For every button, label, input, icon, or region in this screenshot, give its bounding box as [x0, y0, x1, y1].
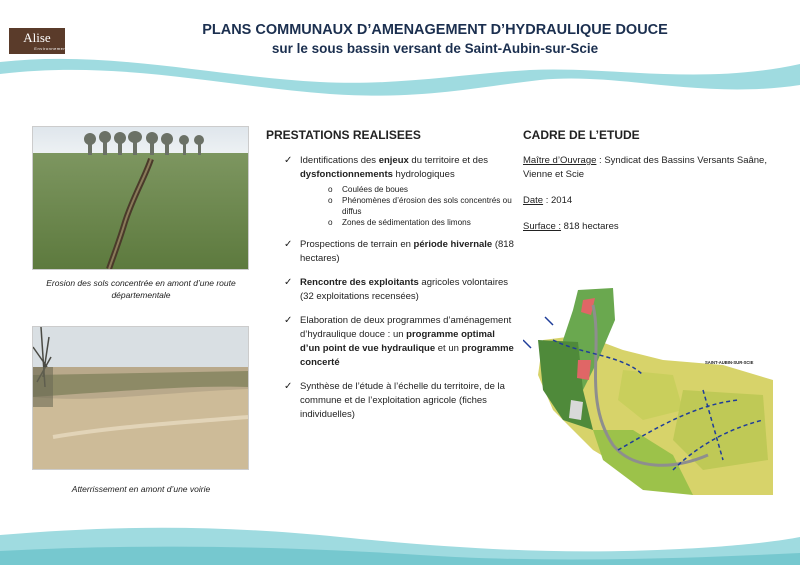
- list-item: ✓ Synthèse de l’étude à l’échelle du territoire, de la commune et de l’exploitation agricole (fiches individuelles): [284, 381, 505, 420]
- check-icon: ✓: [284, 155, 293, 166]
- map-place-label: SAINT-AUBIN-SUR-SCIE: [705, 360, 754, 365]
- sediment-photo: [32, 326, 249, 470]
- list-item: ✓ Identifications des enjeux du territoire et des dysfonctionnements hydrologiques o Coulées de boues o Phénomènes d’érosion des sols concentrés ou diffus o Zones de sédimentation des limons: [284, 154, 514, 228]
- cadre-title: CADRE DE L’ETUDE: [523, 128, 640, 142]
- erosion-photo: [32, 126, 249, 270]
- footer-wave: [0, 525, 800, 565]
- circle-bullet-icon: o: [328, 196, 333, 205]
- check-icon: ✓: [284, 315, 293, 326]
- prestations-title: PRESTATIONS REALISEES: [266, 128, 421, 142]
- circle-bullet-icon: o: [328, 185, 333, 194]
- cadre-details: [523, 154, 783, 246]
- logo-subtitle: Environnement: [34, 46, 68, 51]
- study-area-map: [523, 280, 778, 500]
- sediment-caption: Atterrissement en amont d’une voirie: [71, 484, 211, 494]
- page-title: [150, 22, 720, 56]
- check-icon: ✓: [284, 381, 293, 392]
- circle-bullet-icon: o: [328, 218, 333, 227]
- title-line-2: sur le sous bassin versant de Saint-Aubin-sur-Scie: [271, 41, 599, 56]
- prestations-list: [284, 154, 514, 432]
- sub-list: [328, 184, 514, 228]
- logo-name: Alise: [23, 30, 51, 45]
- alise-logo: [9, 28, 68, 54]
- date: Date : 2014: [523, 195, 573, 206]
- surface: Surface : 818 hectares: [523, 221, 619, 232]
- maitre-ouvrage: Maître d’Ouvrage : Syndicat des Bassins Versants Saâne, Vienne et Scie: [523, 155, 767, 180]
- sub-item: o Phénomènes d’érosion des sols concentrés ou diffus: [328, 196, 512, 216]
- list-item: ✓ Elaboration de deux programmes d’aménagement d’hydraulique douce : un programme optimal d’un point de vue hydraulique et un programme concerté: [284, 315, 514, 368]
- sub-item: o Coulées de boues: [328, 185, 409, 194]
- check-icon: ✓: [284, 239, 293, 250]
- sub-item: o Zones de sédimentation des limons: [328, 218, 471, 227]
- title-line-1: PLANS COMMUNAUX D’AMENAGEMENT D’HYDRAULIQUE DOUCE: [202, 22, 668, 38]
- check-icon: ✓: [284, 277, 293, 288]
- list-item: ✓ Rencontre des exploitants agricoles volontaires (32 exploitations recensées): [284, 277, 509, 302]
- list-item: ✓ Prospections de terrain en période hivernale (818 hectares): [284, 239, 514, 264]
- erosion-caption: Erosion des sols concentrée en amont d’une route départementale: [46, 278, 236, 300]
